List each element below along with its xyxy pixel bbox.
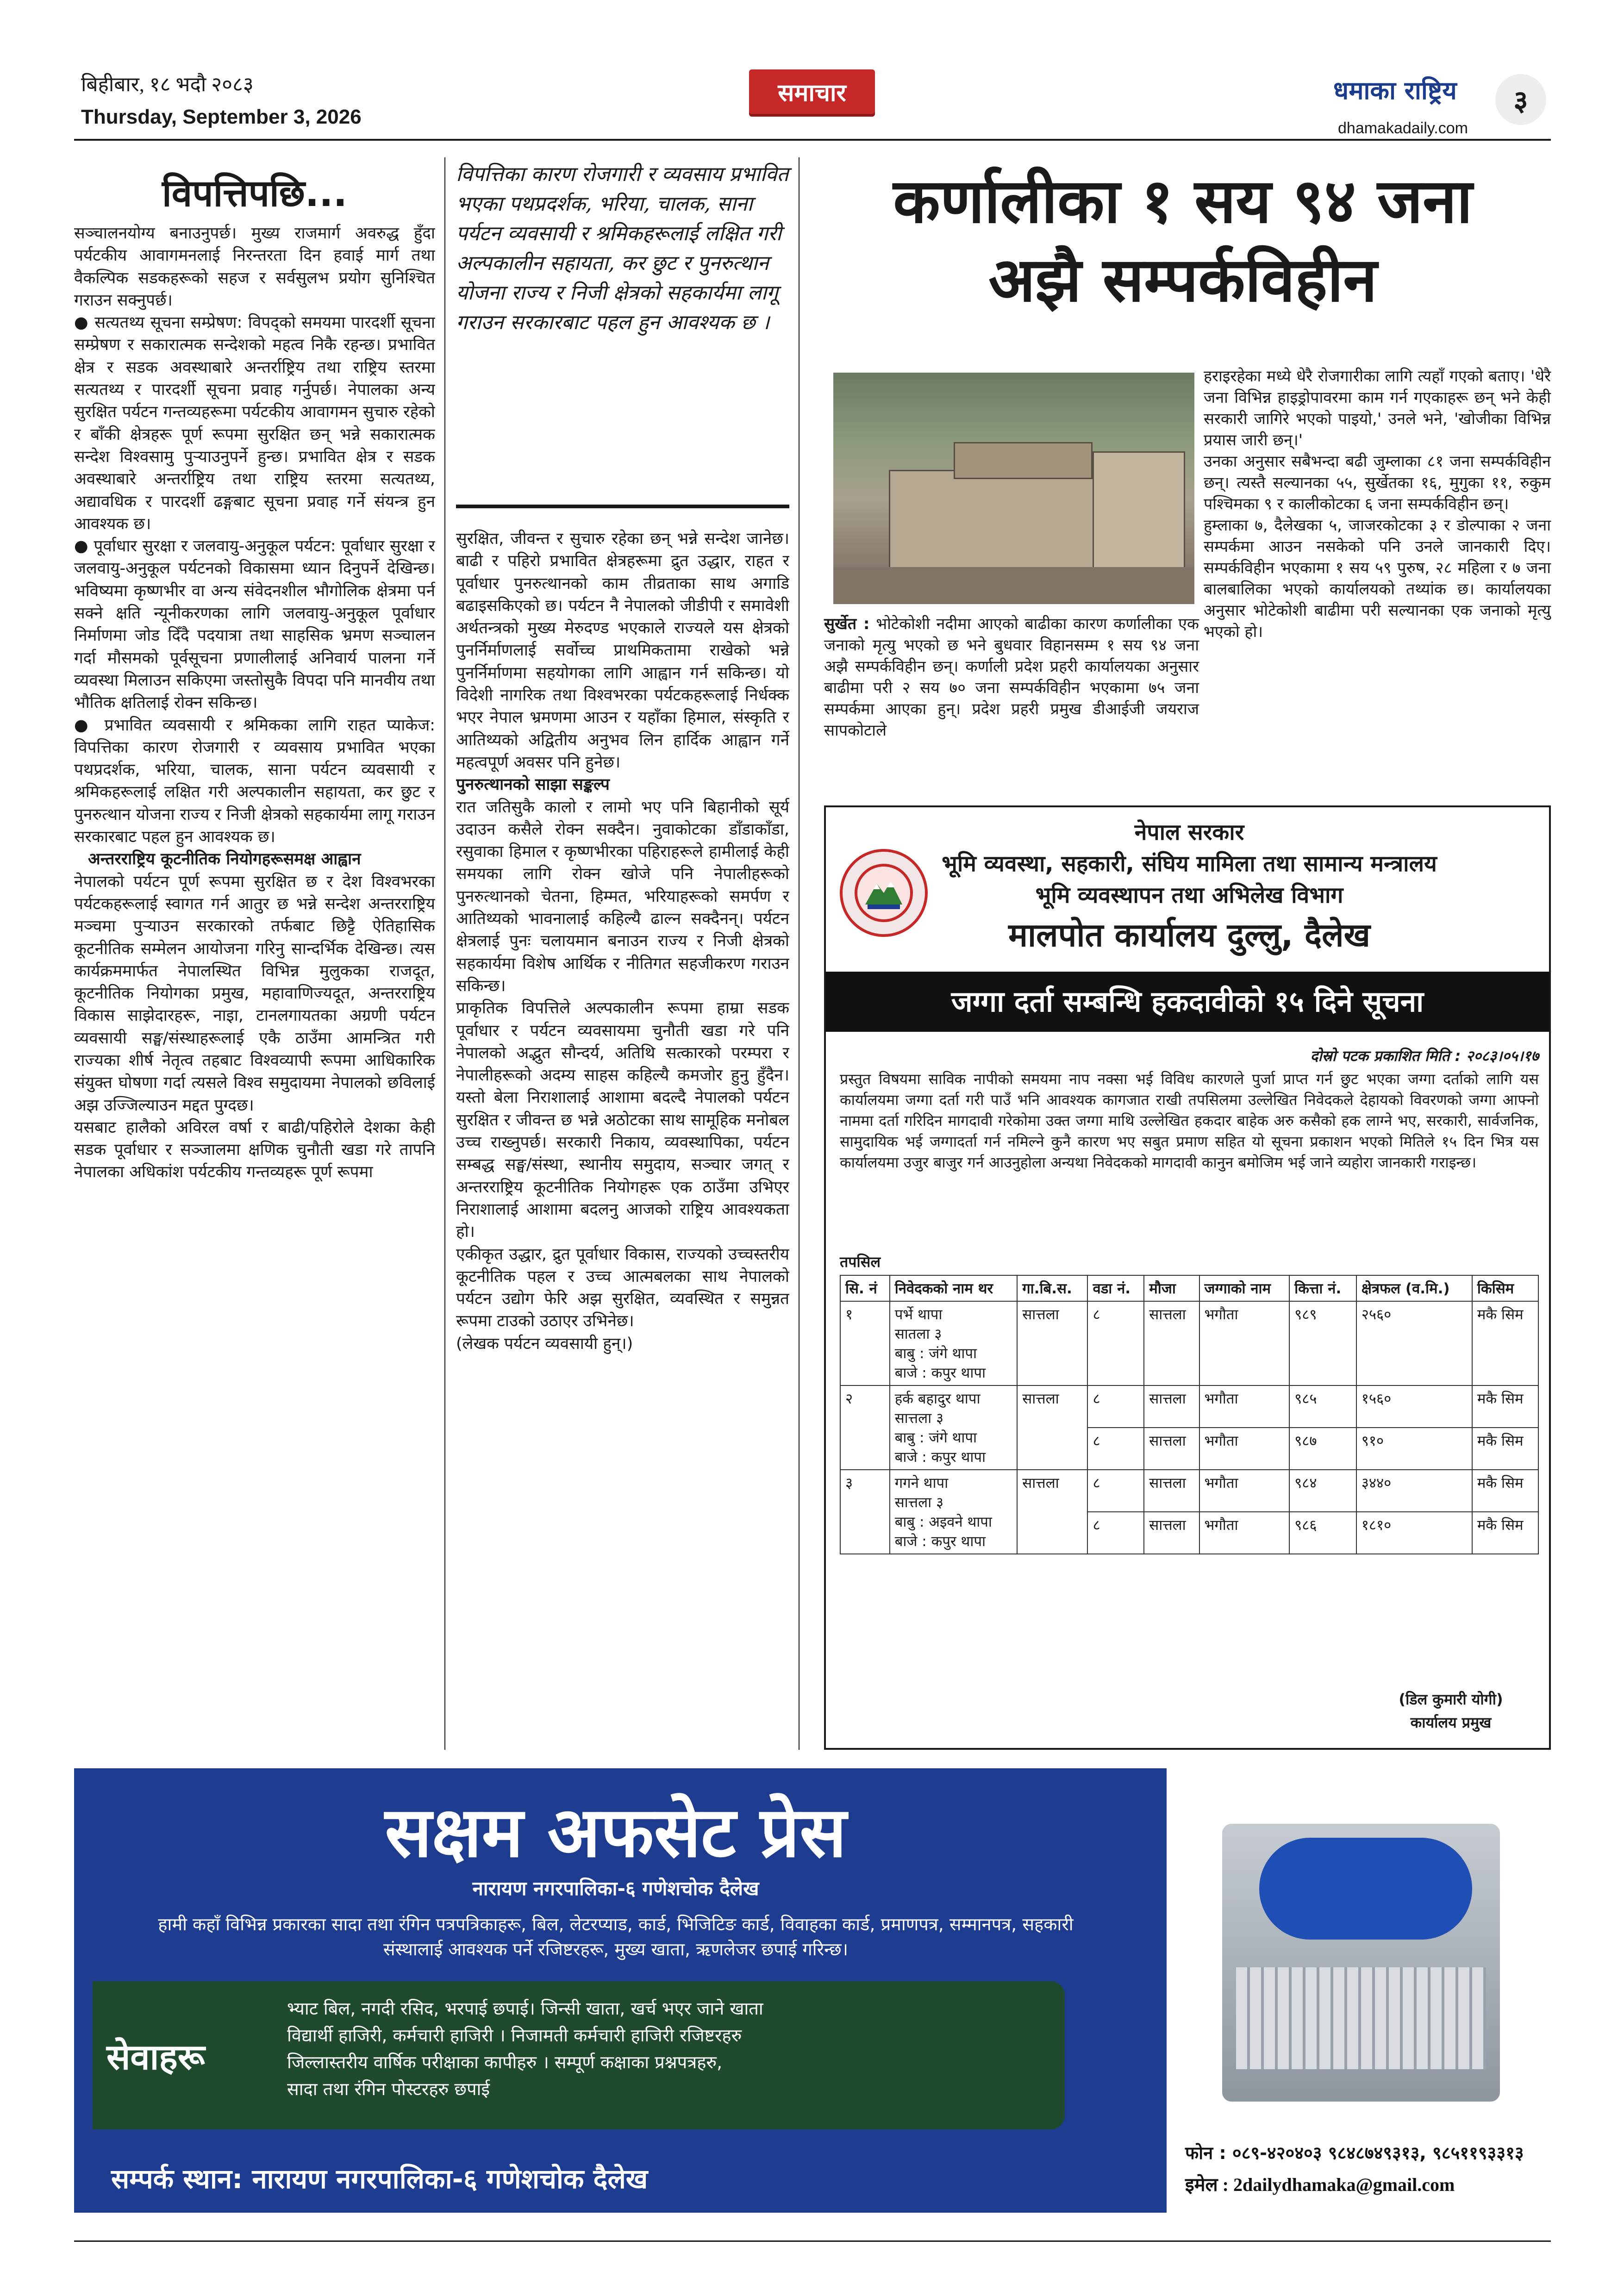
paragraph: सञ्चालनयोग्य बनाउनुपर्छ। मुख्य राजमार्ग अवरुद्ध हुँदा पर्यटकीय आवागमनलाई निरन्तरता दिन हवाई मार्ग तथा वैकल्पिक सडकहरूको सहज र सर्वसुलभ प्रयोग सुनिश्चित गराउन सक्नुपर्छ। [74,224,435,310]
table-header-cell: किसिम [1472,1275,1538,1301]
office-name: मालपोत कार्यालय दुल्लु, दैलेख [1008,916,1370,954]
caption-text: भोटेकोशी नदीमा आएको बाढीका कारण कर्णालीका एक जनाको मृत्यु भएको छ भने बुधवार विहानसम्म १ सय ९४ जना अझै सम्पर्कविहीन छन्। कर्णाली प्रदेश प्रहरी कार्यालयका अनुसार बाढीमा परी २ सय ७० जना सम्पर्कविहीन भएकामा ७५ जना सम्पर्कमा आएका हुन्। प्रदेश प्रहरी प्रमुख डीआईजी जयराज सापकोटाले [824,615,1199,740]
table-header-cell: मौजा [1144,1275,1199,1301]
story-title [815,162,1551,319]
paragraph: एकीकृत उद्धार, द्रुत पूर्वाधार विकास, राज्यको उच्चस्तरीय कूटनीतिक पहल र उच्च आत्मबलका साथ नेपालको पर्यटन उद्योग फेरि अझ सुरक्षित, व्यवस्थित र समुन्नत रूपमा टाउको उठाएर उभिनेछ। [456,1245,789,1331]
paragraph: नेपालको पर्यटन पूर्ण रूपमा सुरक्षित छ र देश विश्वभरका पर्यटकहरूलाई स्वागत गर्न आतुर छ भन्ने सन्देश अन्तरराष्ट्रिय मञ्चमा पुऱ्याउन सरकारको तर्फबाट छिट्टै ऐतिहासिक कूटनीतिक सम्मेलन आयोजना गरिनु सान्दर्भिक देखिन्छ। त्यस कार्यक्रममार्फत नेपालस्थित विभिन्न मुलुकका राजदूत, कूटनीतिक नियोगका प्रमुख, महावाणिज्यदूत, अन्तरराष्ट्रिय विकास साझेदारहरू, नाइा, टानलगायतका अग्रणी पर्यटन व्यवसायी सङ्घ/संस्थाहरूलाई एकै ठाउँमा आमन्त्रित गरी राज्यका शीर्ष नेतृत्व तहबाट विश्वव्यापी रूपमा आधिकारिक संयुक्त घोषणा गर्दा त्यसले विश्व समुदायमा नेपालको छविलाई अझ उज्जिल्याउन मद्दत पुग्दछ। [74,872,435,1115]
service-item: भ्याट बिल, नगदी रसिद, भरपाई छपाई। जिन्सी खाता, खर्च भएर जाने खाता [287,1998,763,2019]
table-cell: ८ [1087,1301,1144,1385]
table-header-cell: जग्गाको नाम [1199,1275,1290,1301]
table-cell: ९८४ [1289,1470,1356,1512]
table-cell: भगौता [1199,1385,1290,1428]
gov-line-3: भूमि व्यवस्थापन तथा अभिलेख विभाग [1035,882,1343,908]
table-row [840,1385,1538,1428]
ad-title: सक्षम अफसेट प्रेस [385,1792,847,1873]
table-cell: ३ [840,1470,890,1554]
table-cell: भगौता [1199,1428,1290,1470]
gov-line-1: नेपाल सरकार [1134,819,1244,845]
table-header-cell: कित्ता नं. [1289,1275,1356,1301]
table-cell: सात्तला [1144,1385,1199,1428]
table-cell: मकै सिम [1472,1385,1538,1428]
author-note: (लेखक पर्यटन व्यवसायी हुन्।) [456,1334,633,1353]
applicant-name-cell: हर्क बहादुर थापा सात्तला ३ बाबु : जंगे थापा बाजे : कपुर थापा [890,1385,1018,1470]
table-cell: ९१० [1356,1428,1472,1470]
story-title-line-2: अझै सम्पर्कविहीन [988,244,1377,316]
paragraph: ● सत्यतथ्य सूचना सम्प्रेषण: विपद्को समयमा पारदर्शी सूचना सम्प्रेषण र सकारात्मक सन्देशको महत्व निकै रहन्छ। प्रभावित क्षेत्र र सडक अवस्थाबारे अन्तर्राष्ट्रिय तथा राष्ट्रिय स्तरमा सत्यतथ्य र पारदर्शी सूचना प्रवाह गर्नुपर्छ। नेपालका अन्य सुरक्षित पर्यटन गन्तव्यहरूमा पर्यटकीय आवागमन सुचारु रहेको र बाँकी क्षेत्रहरू पूर्ण रूपमा सुरक्षित छन् भन्ने सकारात्मक सन्देश विश्वसामु पुऱ्याउनुपर्ने हुन्छ। प्रभावित क्षेत्र र सडक अवस्थाबारे अन्तर्राष्ट्रिय तथा राष्ट्रिय स्तरमा सत्यतथ्य, अद्यावधिक र पारदर्शी ढङ्गबाट सूचना प्रवाह गर्ने संयन्त्र हुन आवश्यक छ। [74,313,435,533]
paragraph: सुरक्षित, जीवन्त र सुचारु रहेका छन् भन्ने सन्देश जानेछ। बाढी र पहिरो प्रभावित क्षेत्रहरूमा द्रुत उद्धार, राहत र पूर्वाधार पुनरुत्थानको काम तीव्रताका साथ अगाडि बढाइसकिएको छ। पर्यटन नै नेपालको जीडीपी र समावेशी अर्थतन्त्रको मुख्य मेरुदण्ड भएकाले राज्यले यस क्षेत्रको पुनर्निर्माणलाई सर्वोच्च प्राथमिकतामा राखेको भन्ने पुनर्निर्माणमा सहयोगका लागि आह्वान गर्न सकिन्छ। यो विदेशी नागरिक तथा विश्वभरका पर्यटकहरूलाई निर्धक्क भएर नेपाल भ्रमणमा आउन र यहाँका हिमाल, संस्कृति र आतिथ्यको अद्वितीय अनुभव लिन हार्दिक आह्वान गर्ने महत्वपूर्ण अवसर पनि हुनेछ। [456,530,789,772]
table-cell: मकै सिम [1472,1301,1538,1385]
date-nepali: बिहीबार, १८ भदौ २०८३ [81,73,254,96]
article-column-1 [74,222,435,1750]
printing-press-ad [74,1768,1551,2213]
gov-line-2: भूमि व्यवस्था, सहकारी, संघिय मामिला तथा सामान्य मन्त्रालय [942,851,1437,877]
table-cell: ३४४० [1356,1470,1472,1512]
table-cell: २५६० [1356,1301,1472,1385]
service-item: जिल्लास्तरीय वार्षिक परीक्षाका कापीहरु । सम्पूर्ण कक्षाका प्रश्नपत्रहरु, [287,2052,723,2072]
applicant-name-cell: गगने थापा सात्तला ३ बाबु : अइवने थापा बाजे : कपुर थापा [890,1470,1018,1554]
service-item: विद्यार्थी हाजिरी, कर्मचारी हाजिरी । निजामती कर्मचारी हाजिरी रजिष्टरहरु [287,2025,742,2046]
ad-contact: सम्पर्क स्थान: नारायण नगरपालिका-६ गणेशचोक दैलेख [111,2163,648,2195]
table-header-cell: सि. नं [840,1275,890,1301]
published-date: दोस्रो पटक प्रकाशित मिति : २०८३।०५।१७ [1310,1047,1539,1065]
column-divider [444,157,445,1750]
subheading: पुनरुत्थानको साझा सङ्कल्प [456,775,610,794]
services-panel [93,1981,1065,2129]
table-cell: ८ [1087,1428,1144,1470]
table-cell: ९८५ [1289,1385,1356,1428]
table-header-cell: क्षेत्रफल (व.मि.) [1356,1275,1472,1301]
services-list [287,1995,1051,2103]
table-header-cell: वडा नं. [1087,1275,1144,1301]
paragraph: रात जतिसुकै कालो र लामो भए पनि बिहानीको सूर्य उदाउन कसैले रोक्न सक्दैन। नुवाकोटका डाँडाकाँडा, रसुवाका हिमाल र कृष्णभीरका पहिराहरूले हामीलाई केही समयका लागि रोक्न खोजे पनि नेपालीहरूको पुनरुत्थानको चेतना, हिम्मत, भरियाहरूको समर्पण र आतिथ्यको भावनालाई कहिल्यै ढाल्न सक्दैनन्। पर्यटन क्षेत्रलाई पुनः चलायमान बनाउन राज्य र निजी क्षेत्रको सहकार्यमा विशेष आर्थिक र नीतिगत सहजीकरण गराउन सकिन्छ। [456,798,789,995]
table-row [840,1470,1538,1512]
table-cell: २ [840,1385,890,1470]
table-cell: मकै सिम [1472,1428,1538,1470]
table-header-cell: निवेदकको नाम थर [890,1275,1018,1301]
website-url[interactable]: dhamakadaily.com [1338,119,1468,137]
table-cell: ९८९ [1289,1301,1356,1385]
paragraph: ● पूर्वाधार सुरक्षा र जलवायु-अनुकूल पर्यटन: पूर्वाधार सुरक्षा र जलवायु-अनुकूल पर्यटनको विकासमा ध्यान दिनुपर्ने देखिन्छ। भविष्यमा कृष्णभीर वा अन्य संवेदनशील भौगोलिक क्षेत्रमा पर्न सक्ने क्षति न्यूनीकरणका लागि जलवायु-अनुकूल पूर्वाधार निर्माणमा जोड दिँदै पदयात्रा तथा साहसिक भ्रमण सञ्चालन गर्दा मौसमको पूर्वसूचना प्रणालीलाई अनिवार्य पालना गर्ने व्यवस्था मिलाउन सकिएमा जस्तोसुकै विपदा पनि मानवीय तथा भौतिक क्षतिलाई रोक्न सकिन्छ। [74,537,435,712]
story-body [1204,366,1551,643]
paragraph: प्राकृतिक विपत्तिले अल्पकालीन रूपमा हाम्रा सडक पूर्वाधार र पर्यटन व्यवसायमा चुनौती खडा गरे पनि नेपालको अद्भुत सौन्दर्य, अतिथि सत्कारको परम्परा र नेपालीहरूको अदम्य साहस कहिल्यै कमजोर हुनु हुँदैन। यस्तो बेला निराशालाई आशामा बदल्दै नेपालको पर्यटन सुरक्षित र जीवन्त छ भन्ने अठोटका साथ सामूहिक मनोबल उच्च राख्नुपर्छ। सरकारी निकाय, व्यवस्थापिका, पर्यटन सम्बद्ध सङ्घ/संस्था, स्थानीय समुदाय, सञ्चार जगत् र अन्तरराष्ट्रिय कूटनीतिक नियोगहरू एक ठाउँमा उभिएर निराशालाई आशामा बदलनु आजको राष्ट्रिय आवश्यकता हो। [456,999,789,1242]
notice-title-band: जग्गा दर्ता सम्बन्धि हकदावीको १५ दिने सूचना [826,972,1549,1032]
signer-name: (डिल कुमारी योगी) [1399,1691,1503,1708]
subheading: अन्तरराष्ट्रिय कूटनीतिक नियोगहरूसमक्ष आह्वान [88,850,361,869]
article-column-2 [456,528,789,1750]
caption-location: सुर्खेत : [824,615,870,633]
table-cell: ९८७ [1289,1428,1356,1470]
notice-body: प्रस्तुत विषयमा साविक नापीको समयमा नाप नक्सा भई विविध कारणले पुर्जा प्राप्त गर्न छुट भएका जग्गा दर्ताको लागि यस कार्यालयमा जग्गा दर्ता गरी पाउँ भनि आवश्यक कागजात राखी तपसिलमा उल्लेखित निवेदकले देहायको विवरणको जग्गा आफ्नो नाममा दर्ता गरिदिन मागदावी गरेकोमा उक्त जग्गा माथि उल्लेखित हकदार बाहेक अरु कसैको हक लाग्ने भए, सरकारी, सार्वजनिक, सामुदायिक भई जग्गादर्ता गर्न नमिल्ने कुनै कारण भए सबुत प्रमाण सहित यो सूचना प्रकाशन भएको मितिले १५ दिन भित्र यस कार्यालयमा उजुर बाजुर गर्न आउनुहोला अन्यथा निवेदकको मागदावी कानुन बमोजिम भई जाने व्यहोरा जानकारी गराइन्छ। [840,1070,1539,1171]
page-number: ३ [1495,74,1546,125]
applicant-name-cell: पर्भे थापा सातला ३ बाबु : जंगे थापा बाजे : कपुर थापा [890,1301,1018,1385]
land-registration-notice [824,805,1551,1750]
table-cell: भगौता [1199,1512,1290,1554]
table-cell: १८१० [1356,1512,1472,1554]
story-title-line-1: कर्णालीका १ सय ९४ जना [893,166,1473,237]
table-cell: सात्तला [1017,1385,1087,1470]
table-cell: मकै सिम [1472,1512,1538,1554]
table-cell: सात्तला [1144,1512,1199,1554]
masthead-logo: धमाका राष्ट्रिय [1333,76,1457,105]
ad-contact-box [1167,2129,1551,2213]
column-divider [799,157,800,1750]
date-english: Thursday, September 3, 2026 [81,106,362,128]
table-cell: ८ [1087,1385,1144,1428]
service-item: सादा तथा रंगिन पोस्टरहरु छपाई [287,2079,490,2099]
pull-quote: विपत्तिका कारण रोजगारी र व्यवसाय प्रभावित भएका पथप्रदर्शक, भरिया, चालक, साना पर्यटन व्यवसायी र श्रमिकहरूलाई लक्षित गरी अल्पकालीन सहायता, कर छुट र पुनरुत्थान योजना राज्य र निजी क्षेत्रको सहकार्यमा लागू गराउन सरकारबाट पहल हुन आवश्यक छ । [456,162,789,334]
tapasil-label: तपसिल [840,1253,881,1271]
ad-address: नारायण नगरपालिका-६ गणेशचोक दैलेख [472,1877,759,1900]
table-cell: १५६० [1356,1385,1472,1428]
footer-rule [74,2240,1551,2242]
paragraph: हुम्लाका ७, दैलेखका ५, जाजरकोटका ३ र डोल्पाका २ जना सम्पर्कमा आउन नसकेको पनि उनले जानकारी दिए। सम्पर्कविहीन भएकामा १ सय ५९ पुरुष, २८ महिला र ७ जना बालबालिका भएको कार्यालयको तथ्यांक छ। कार्यालयका अनुसार भोटेकोशी बाढीमा परी सल्यानका एक जनाको मृत्यु भएको हो। [1204,516,1551,641]
paragraph: यसबाट हालैको अविरल वर्षा र बाढी/पहिरोले देशका केही सडक पूर्वाधार र सञ्जालमा क्षणिक चुनौती खडा गरे तापनि नेपालका अधिकांश पर्यटकीय गन्तव्यहरू पूर्ण रूपमा [74,1118,435,1182]
table-header-cell: गा.बि.स. [1017,1275,1087,1301]
table-cell: सात्तला [1144,1428,1199,1470]
table-row [840,1301,1538,1385]
paragraph: हराइरहेका मध्ये धेरै रोजगारीका लागि त्यहाँ गएको बताए। 'धेरै जना विभिन्न हाइड्रोपावरमा काम गर्न गएकाहरू छन् भने केही सरकारी जागिरे भएको पाइयो,' उनले भने, 'खोजीका विभिन्न प्रयास जारी छन्।' [1204,367,1551,449]
table-cell: सात्तला [1017,1470,1087,1554]
table-cell: भगौता [1199,1301,1290,1385]
section-tag: समाचार [749,69,875,114]
pull-quote-rule [456,505,789,508]
table-cell: ८ [1087,1512,1144,1554]
photo-caption [824,613,1199,741]
table-cell: मकै सिम [1472,1470,1538,1512]
offset-printing-machine-photo [1167,1768,1551,2129]
table-cell: सात्तला [1144,1470,1199,1512]
ad-phone: फोन : ०८९-४२०४०३ ९८४८७४९३१३, ९८५११९३३१३ [1185,2143,1524,2163]
paragraph: ● प्रभावित व्यवसायी र श्रमिकका लागि राहत प्याकेज: विपत्तिका कारण रोजगारी र व्यवसाय प्रभावित भएका पथप्रदर्शक, भरिया, चालक, साना पर्यटन व्यवसायी र श्रमिकहरूलाई लक्षित गरी अल्पकालीन सहायता, कर छुट र पुनरुत्थान योजना राज्य र निजी क्षेत्रको सहकार्यमा लागू गराउन सरकारबाट पहल हुन आवश्यक छ। [74,716,435,847]
header-divider [74,139,1551,141]
table-cell: सात्तला [1144,1301,1199,1385]
table-cell: सात्तला [1017,1301,1087,1385]
table-cell: भगौता [1199,1470,1290,1512]
land-table [840,1275,1539,1554]
ad-description: हामी कहाँ विभिन्न प्रकारका सादा तथा रंगिन पत्रपत्रिकाहरू, बिल, लेटरप्याड, कार्ड, भिजिटिङ कार्ड, विवाहका कार्ड, प्रमाणपत्र, सम्मानपत्र, सहकारी संस्थालाई आवश्यक पर्ने रजिष्टरहरू, मुख्य खाता, ऋणलेजर छपाई गरिन्छ। [158,1914,1074,1959]
flood-damaged-building-photo [833,373,1194,604]
ad-email[interactable]: इमेल : 2dailydhamaka@gmail.com [1185,2174,1455,2195]
signer-title: कार्यालय प्रमुख [1410,1714,1492,1731]
paragraph: उनका अनुसार सबैभन्दा बढी जुम्लाका ८१ जना सम्पर्कविहीन छन्। त्यस्तै सल्यानका ५५, सुर्खेतका १६, मुगुका ११, रुकुम पश्चिमका ९ र कालीकोटका ६ जना सम्पर्कविहीन छन्। [1204,452,1551,513]
table-cell: ८ [1087,1470,1144,1512]
table-cell: १ [840,1301,890,1385]
column-heading: विपत्तिपछि... [162,172,348,215]
services-label: सेवाहरू [106,2036,205,2078]
table-cell: ९८६ [1289,1512,1356,1554]
